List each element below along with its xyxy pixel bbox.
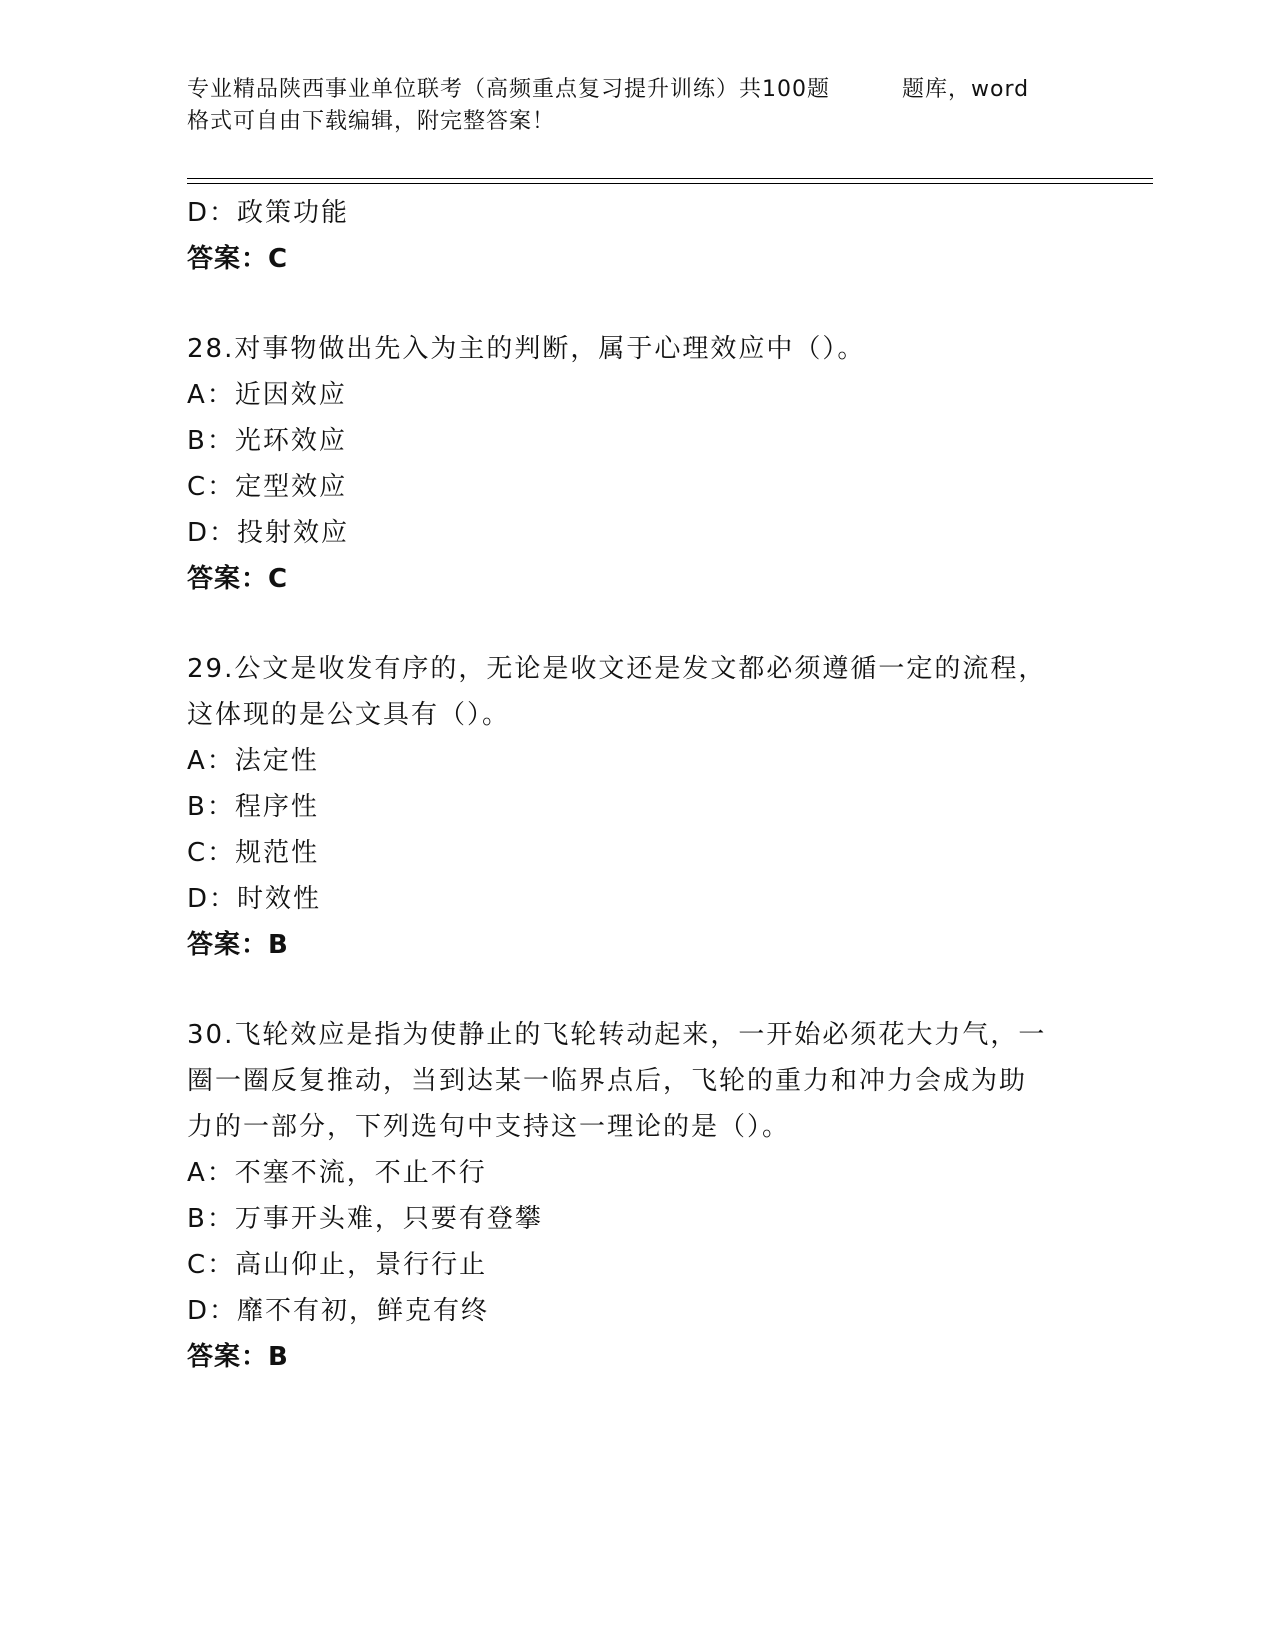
question-stem: 30.飞轮效应是指为使静止的飞轮转动起来，一开始必须花大力气，一 [187,1020,1047,1050]
answer-line: 答案：B [187,1342,289,1372]
option-b: B：程序性 [187,792,319,822]
option-a: A：不塞不流，不止不行 [187,1158,487,1188]
question-28 [187,326,1087,602]
question-stem: 28.对事物做出先入为主的判断，属于心理效应中（）。 [187,334,866,364]
header-title: 专业精品陕西事业单位联考（高频重点复习提升训练）共100题 [187,77,830,102]
option-b: B：万事开头难，只要有登攀 [187,1204,543,1234]
answer-line: 答案：B [187,930,289,960]
answer-line: 答案：C [187,564,289,594]
header-divider-bottom [187,183,1153,184]
previous-question-tail [187,190,1087,282]
option-c: C：高山仰止，景行行止 [187,1250,488,1280]
option-a: A：近因效应 [187,380,347,410]
option-d: D：投射效应 [187,518,350,548]
question-stem: 这体现的是公文具有（）。 [187,700,511,730]
option-d: D：时效性 [187,884,322,914]
header-divider-top [187,178,1153,179]
question-stem: 29.公文是收发有序的，无论是收文还是发文都必须遵循一定的流程， [187,654,1047,684]
question-stem: 力的一部分，下列选句中支持这一理论的是（）。 [187,1112,791,1142]
option-d: D：靡不有初，鲜克有终 [187,1296,490,1326]
page-header [187,74,1087,138]
question-stem: 圈一圈反复推动，当到达某一临界点后，飞轮的重力和冲力会成为助 [187,1066,1028,1096]
option-a: A：法定性 [187,746,319,776]
question-list [187,190,1087,1380]
option-d: D：政策功能 [187,198,350,228]
option-c: C：定型效应 [187,472,348,502]
option-b: B：光环效应 [187,426,347,456]
question-29 [187,646,1087,968]
header-title-cont: 题库，word [902,77,1030,102]
question-30 [187,1012,1087,1380]
header-line-2: 格式可自由下载编辑，附完整答案！ [187,109,556,134]
answer-line: 答案：C [187,244,289,274]
option-c: C：规范性 [187,838,320,868]
header-line-1 [187,74,1087,106]
